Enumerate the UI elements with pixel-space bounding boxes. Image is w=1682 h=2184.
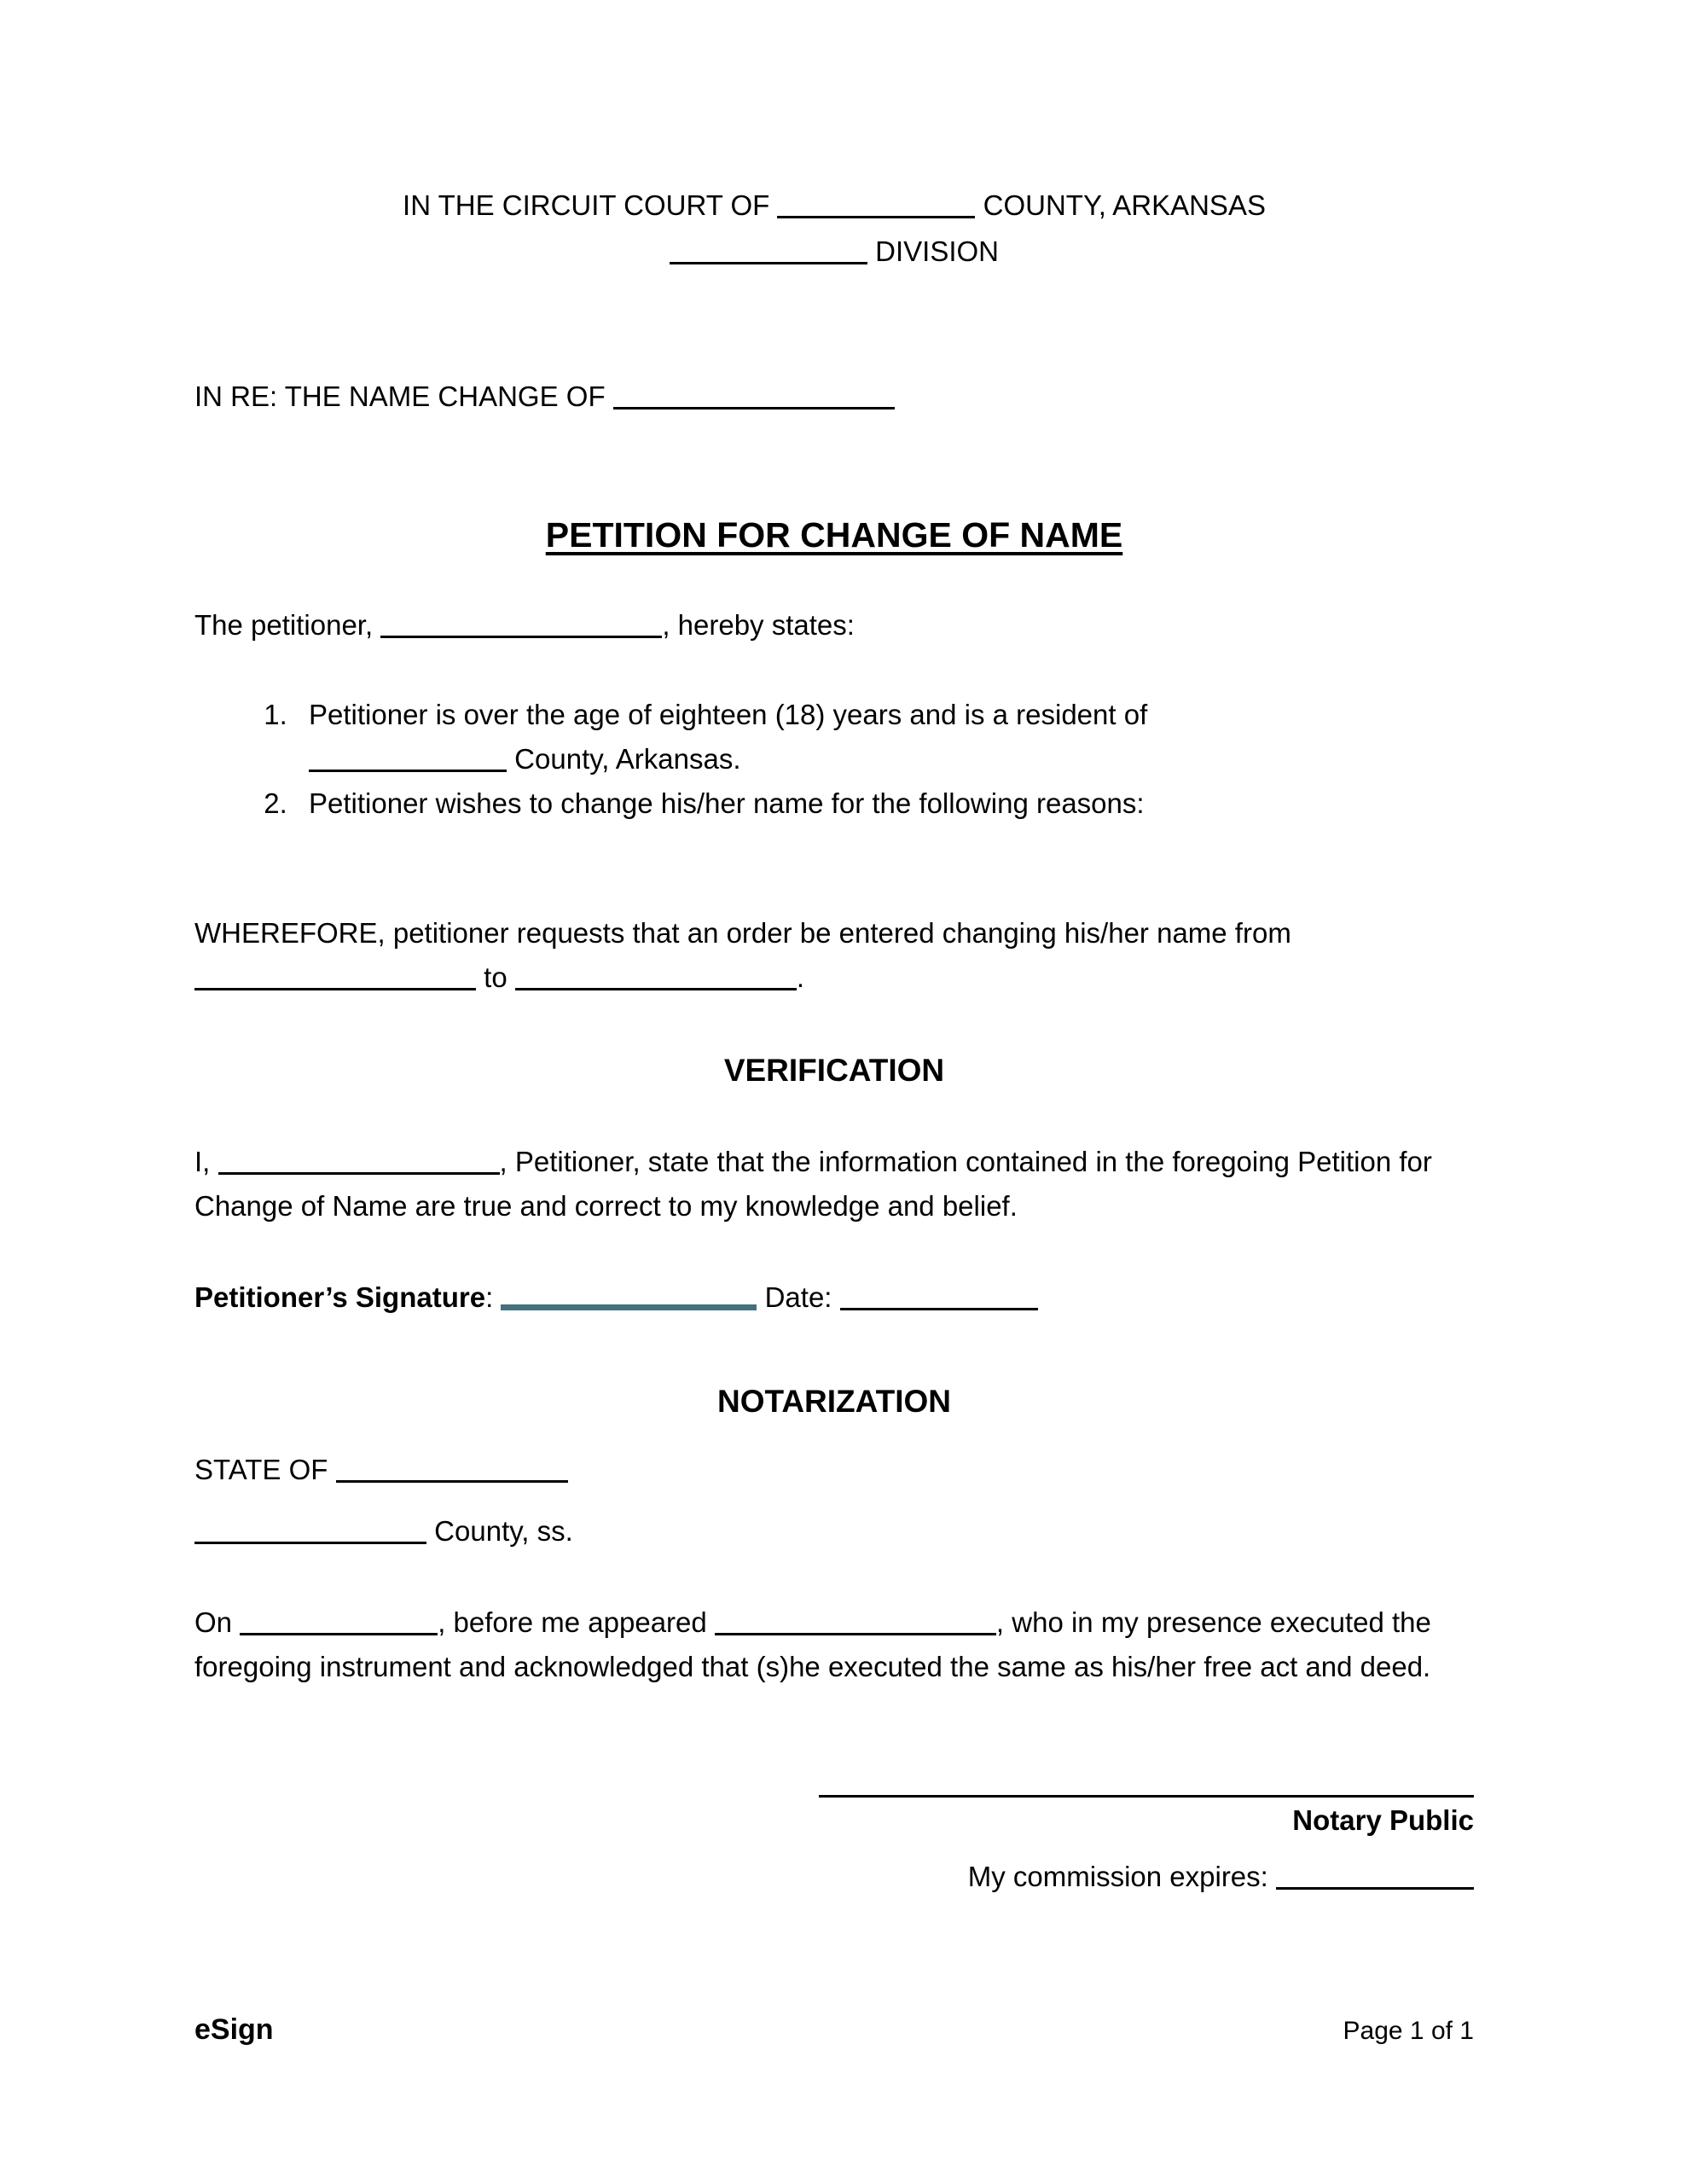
in-re-label: IN RE: THE NAME CHANGE OF xyxy=(194,380,606,412)
commission-expires-row xyxy=(819,1857,1474,1896)
notary-signature-block xyxy=(819,1766,1474,1896)
wherefore-suffix: . xyxy=(796,961,805,993)
date-label: Date: xyxy=(764,1281,832,1313)
signature-date-blank-field[interactable] xyxy=(840,1284,1038,1310)
court-header-line-1 xyxy=(194,186,1474,225)
county-ss-label: County, ss. xyxy=(434,1515,573,1547)
on-suffix: , who in my presence executed the foregoing instrument and acknowledged that (s)he executed the same as his/her free act and deed. xyxy=(194,1606,1431,1682)
page-title-text: PETITION FOR CHANGE OF NAME xyxy=(545,515,1123,555)
signature-colon: : xyxy=(485,1281,494,1313)
petitioner-intro-suffix: , hereby states: xyxy=(662,609,855,641)
notary-public-label: Notary Public xyxy=(1292,1804,1474,1836)
page-title xyxy=(194,514,1474,556)
state-of-label: STATE OF xyxy=(194,1454,328,1485)
court-header-suffix: COUNTY, ARKANSAS xyxy=(983,189,1266,221)
list-item xyxy=(295,781,1575,826)
petitioner-intro-prefix: The petitioner, xyxy=(194,609,374,641)
item-1-text-part2: County, Arkansas. xyxy=(514,743,741,775)
court-header-line-2 xyxy=(194,232,1474,271)
verification-body xyxy=(194,1140,1482,1228)
county-blank-field[interactable] xyxy=(777,192,975,218)
court-header xyxy=(194,186,1474,271)
division-blank-field[interactable] xyxy=(670,238,867,264)
old-name-blank-field[interactable] xyxy=(194,964,476,990)
notary-date-blank-field[interactable] xyxy=(240,1609,438,1635)
verification-heading xyxy=(194,1051,1474,1090)
state-blank-field[interactable] xyxy=(336,1456,568,1483)
wherefore-prefix: WHEREFORE, petitioner requests that an order be entered changing his/her name from xyxy=(194,917,1291,949)
petitioner-intro-line xyxy=(194,606,855,645)
page-indicator: Page 1 of 1 xyxy=(1343,2017,1474,2045)
in-re-line xyxy=(194,377,895,416)
verification-name-blank-field[interactable] xyxy=(218,1148,500,1175)
notary-signature-line[interactable] xyxy=(819,1766,1474,1798)
appearer-name-blank-field[interactable] xyxy=(715,1609,996,1635)
notarization-heading-text: NOTARIZATION xyxy=(716,1384,952,1419)
page-footer xyxy=(194,2013,1474,2047)
notary-county-blank-field[interactable] xyxy=(194,1518,426,1544)
esign-logo: eSign xyxy=(194,2013,274,2046)
residence-county-blank-field[interactable] xyxy=(309,746,507,772)
petition-items-list xyxy=(194,693,1575,826)
wherefore-middle: to xyxy=(484,961,508,993)
verification-body-prefix: I, xyxy=(194,1146,211,1177)
verification-body-suffix: , Petitioner, state that the information contained in the foregoing Petition for Change of Name are true and correct to my knowledge and belief. xyxy=(194,1146,1432,1222)
signature-row xyxy=(194,1278,1038,1317)
division-label: DIVISION xyxy=(875,235,1000,267)
signature-label: Petitioner’s Signature xyxy=(194,1281,486,1313)
petitioner-signature-field[interactable] xyxy=(501,1281,757,1310)
wherefore-paragraph xyxy=(194,911,1482,1000)
item-2-text-part1: Petitioner wishes to change his/her name for the following reasons: xyxy=(309,787,1145,819)
notarization-heading xyxy=(194,1382,1474,1421)
list-item xyxy=(295,693,1575,781)
commission-expires-label: My commission expires: xyxy=(967,1861,1268,1892)
court-header-prefix: IN THE CIRCUIT COURT OF xyxy=(403,189,770,221)
on-middle: , before me appeared xyxy=(438,1606,707,1638)
verification-heading-text: VERIFICATION xyxy=(723,1053,945,1088)
notary-acknowledgment-paragraph xyxy=(194,1600,1482,1689)
petitioner-name-blank-field[interactable] xyxy=(380,612,662,638)
new-name-blank-field[interactable] xyxy=(515,964,797,990)
on-prefix: On xyxy=(194,1606,233,1638)
in-re-name-blank-field[interactable] xyxy=(613,383,895,410)
state-of-row xyxy=(194,1450,568,1490)
item-1-text-part1: Petitioner is over the age of eighteen (18) years and is a resident of xyxy=(309,699,1148,730)
county-ss-row xyxy=(194,1512,573,1551)
commission-expires-blank-field[interactable] xyxy=(1276,1863,1474,1890)
